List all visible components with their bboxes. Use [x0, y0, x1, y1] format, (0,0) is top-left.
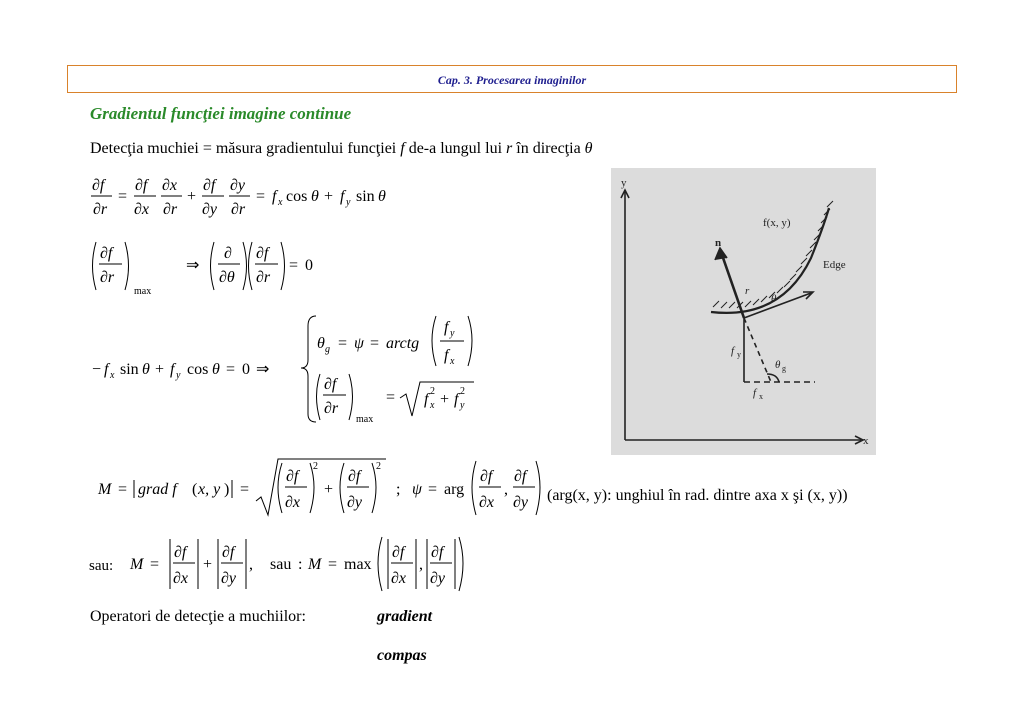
svg-text:∂f: ∂f [100, 245, 113, 262]
svg-text:,: , [249, 556, 253, 573]
section-heading: Gradientul funcţiei imagine continue [90, 104, 352, 123]
svg-text:∂x: ∂x [285, 494, 301, 511]
svg-text:∂: ∂ [224, 245, 232, 262]
svg-text:0: 0 [305, 257, 313, 274]
svg-text:,: , [419, 556, 423, 573]
operator-gradient: gradient [377, 608, 433, 625]
svg-text:f: f [444, 347, 449, 364]
svg-text:∂f: ∂f [256, 245, 269, 262]
svg-text:∂y: ∂y [230, 177, 246, 194]
svg-text:x: x [110, 370, 115, 381]
svg-text:grad f: grad f [138, 481, 177, 498]
svg-text:+: + [324, 481, 334, 498]
svg-text:=: = [150, 556, 160, 573]
fig-label-fx-sub: x [759, 392, 763, 401]
svg-text:∂f: ∂f [431, 544, 444, 561]
svg-text:+: + [203, 556, 213, 573]
svg-text:=: = [289, 257, 299, 274]
svg-text:max: max [344, 556, 372, 573]
equation-derivative-r [88, 172, 418, 222]
svg-text:f: f [104, 361, 109, 378]
svg-text:arctg: arctg [386, 335, 420, 352]
svg-text:∂f: ∂f [222, 544, 235, 561]
operator-compas: compas [377, 647, 427, 664]
svg-text:∂f: ∂f [514, 468, 527, 485]
svg-text:∂r: ∂r [256, 269, 271, 286]
svg-text:sau: sau [270, 556, 292, 573]
svg-text:=: = [118, 188, 128, 205]
fig-label-y: y [621, 177, 627, 189]
svg-text:∂y: ∂y [430, 570, 446, 587]
equation-magnitude [96, 457, 546, 519]
svg-text:x: x [450, 356, 455, 367]
svg-text:∂y: ∂y [202, 201, 218, 218]
svg-text:cos: cos [187, 361, 209, 378]
svg-text:y: y [346, 197, 351, 208]
svg-text:∂f: ∂f [92, 177, 105, 194]
intro-text [90, 140, 593, 158]
svg-text:+: + [187, 188, 197, 205]
svg-text:=: = [118, 481, 128, 498]
svg-text:2: 2 [313, 461, 318, 472]
svg-text:∂f: ∂f [286, 468, 299, 485]
intro-r: r [506, 140, 513, 157]
svg-text:∂r: ∂r [231, 201, 246, 218]
svg-text:∂f: ∂f [174, 544, 187, 561]
svg-text:∂f: ∂f [480, 468, 493, 485]
svg-text:θ: θ [212, 361, 220, 378]
svg-text:θ: θ [311, 188, 319, 205]
svg-text:∂r: ∂r [100, 269, 115, 286]
intro-theta: θ [584, 140, 593, 157]
svg-text:∂x: ∂x [134, 201, 150, 218]
fig-label-theta: θ [771, 293, 777, 305]
svg-text:=: = [370, 335, 380, 352]
svg-text:∂r: ∂r [93, 201, 108, 218]
svg-text:=: = [240, 481, 250, 498]
sau-label: sau: [89, 558, 114, 574]
svg-text:∂x: ∂x [162, 177, 178, 194]
fig-label-n: n [715, 237, 722, 249]
svg-text:g: g [325, 344, 330, 355]
svg-text:(: ( [192, 481, 198, 498]
svg-text:f: f [454, 391, 459, 408]
svg-text:∂y: ∂y [221, 570, 237, 587]
svg-text:∂f: ∂f [324, 376, 337, 393]
svg-text:arg: arg [444, 481, 465, 498]
svg-text:∂x: ∂x [173, 570, 189, 587]
fig-label-fy: f [731, 345, 735, 357]
equation-max-condition [88, 238, 328, 298]
svg-text:⇒: ⇒ [256, 361, 270, 378]
fig-label-fy-sub: y [737, 350, 741, 359]
svg-text:M: M [130, 556, 144, 573]
svg-text:f: f [170, 361, 175, 378]
svg-text:cos: cos [286, 188, 308, 205]
svg-text:θ: θ [317, 335, 325, 352]
fig-label-edge: Edge [823, 259, 846, 271]
svg-text:=: = [386, 389, 396, 406]
svg-text:∂θ: ∂θ [219, 269, 235, 286]
svg-text:2: 2 [376, 461, 381, 472]
svg-text:∂y: ∂y [347, 494, 363, 511]
svg-text:∂r: ∂r [324, 400, 339, 417]
svg-text:+: + [324, 188, 334, 205]
svg-text:=: = [428, 481, 438, 498]
intro-f: f [400, 140, 405, 157]
svg-text:∂r: ∂r [163, 201, 178, 218]
svg-text:f: f [424, 391, 429, 408]
svg-text:ψ: ψ [412, 481, 422, 498]
svg-text:⇒: ⇒ [186, 257, 200, 274]
svg-text:;: ; [396, 481, 401, 498]
svg-text:ψ: ψ [354, 335, 364, 352]
svg-text:max: max [134, 286, 152, 297]
svg-text:y: y [450, 328, 455, 339]
svg-text:x, y: x, y [198, 481, 221, 498]
equation-system [88, 310, 488, 428]
fig-label-thetag-sub: g [782, 364, 786, 373]
fig-label-thetag: θ [775, 359, 781, 371]
svg-text:): ) [224, 481, 230, 498]
svg-text:∂f: ∂f [135, 177, 148, 194]
svg-text:max: max [356, 414, 374, 425]
fig-label-fxy: f(x, y) [763, 217, 791, 229]
svg-text:+: + [440, 391, 450, 408]
svg-text:∂x: ∂x [391, 570, 407, 587]
svg-text:x: x [430, 400, 435, 411]
intro-part-1: Detecţia muchiei = măsura gradientului funcţiei [90, 140, 401, 157]
svg-text::: : [298, 556, 303, 573]
svg-text:−: − [92, 361, 102, 378]
svg-text:x: x [278, 197, 283, 208]
svg-text:f: f [272, 188, 277, 205]
svg-text:=: = [338, 335, 348, 352]
svg-text:∂y: ∂y [513, 494, 529, 511]
page-header: Cap. 3. Procesarea imaginilor [67, 65, 957, 93]
svg-text:+: + [155, 361, 165, 378]
svg-text:sin: sin [356, 188, 375, 205]
equation-approximations [128, 535, 468, 593]
svg-text:y: y [460, 400, 465, 411]
svg-text:∂f: ∂f [203, 177, 216, 194]
fig-label-r: r [745, 285, 750, 297]
fig-label-fx: f [753, 387, 757, 399]
svg-text:f: f [444, 319, 449, 336]
intro-part-3: în direcţia [512, 140, 585, 157]
svg-text:∂f: ∂f [392, 544, 405, 561]
svg-text:θ: θ [378, 188, 386, 205]
svg-text:∂x: ∂x [479, 494, 495, 511]
svg-text:M: M [308, 556, 322, 573]
svg-text:0: 0 [242, 361, 250, 378]
operators-label: Operatori de detecţie a muchiilor: [90, 608, 306, 625]
svg-text:f: f [340, 188, 345, 205]
svg-text:y: y [176, 370, 181, 381]
svg-text:M: M [98, 481, 112, 498]
svg-text:∂f: ∂f [348, 468, 361, 485]
svg-text:,: , [504, 481, 508, 498]
svg-text:2: 2 [460, 386, 465, 397]
arg-note: (arg(x, y): unghiul în rad. dintre axa x şi (x, y)) [547, 487, 848, 504]
svg-text:=: = [226, 361, 236, 378]
svg-text:sin: sin [120, 361, 139, 378]
edge-gradient-figure [611, 168, 876, 455]
svg-text:=: = [256, 188, 266, 205]
svg-text:=: = [328, 556, 338, 573]
intro-part-2: de-a lungul lui [404, 140, 507, 157]
svg-text:2: 2 [430, 386, 435, 397]
fig-label-x: x [863, 435, 869, 447]
svg-text:θ: θ [142, 361, 150, 378]
